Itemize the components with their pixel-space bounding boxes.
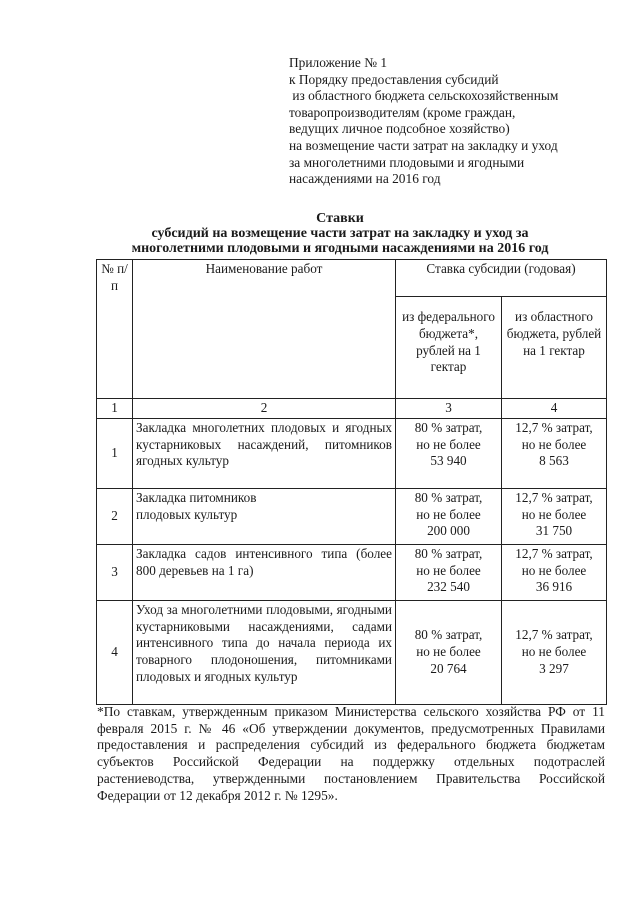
row-regional-rate: 12,7 % затрат, но не более 36 916 xyxy=(502,544,607,600)
row-federal-rate: 80 % затрат, но не более 20 764 xyxy=(396,600,502,704)
row-num: 1 xyxy=(97,418,133,488)
table-row xyxy=(97,488,607,544)
header-num: № п/п xyxy=(97,260,133,399)
appendix-line: насаждениями на 2016 год xyxy=(289,171,441,187)
appendix-line: Приложение № 1 xyxy=(289,55,388,70)
table-row xyxy=(97,600,607,704)
row-num: 4 xyxy=(97,600,133,704)
row-name: Закладка питомников плодовых культур xyxy=(133,488,396,544)
title-line: субсидий на возмещение части затрат на закладку и уход за xyxy=(151,226,529,241)
col-number: 4 xyxy=(502,399,607,419)
table-header-row xyxy=(97,260,607,297)
appendix-line: к Порядку предоставления субсидий xyxy=(289,71,499,87)
row-name: Закладка многолетних плодовых и ягодных кустарниковых насаждений, питомников ягодных культур xyxy=(133,418,396,488)
col-number: 3 xyxy=(396,399,502,419)
appendix-line: за многолетними плодовыми и ягодными xyxy=(289,154,525,170)
table-row xyxy=(97,544,607,600)
subsidy-rates-table xyxy=(96,259,607,705)
row-regional-rate: 12,7 % затрат, но не более 31 750 xyxy=(502,488,607,544)
row-regional-rate: 12,7 % затрат, но не более 3 297 xyxy=(502,600,607,704)
appendix-line: на возмещение части затрат на закладку и уход xyxy=(289,137,558,153)
header-federal: из федерального бюджета*, рублей на 1 гектар xyxy=(396,297,502,399)
table-row xyxy=(97,418,607,488)
appendix-line: товаропроизводителям (кроме граждан, xyxy=(289,104,516,120)
document-title xyxy=(90,211,590,256)
row-federal-rate: 80 % затрат, но не более 53 940 xyxy=(396,418,502,488)
col-number: 1 xyxy=(97,399,133,419)
row-federal-rate: 80 % затрат, но не более 200 000 xyxy=(396,488,502,544)
footnote: *По ставкам, утвержденным приказом Министерства сельского хозяйства РФ от 11 февраля 2015 г. № 46 «Об утверждении документов, предусмотренных Правилами предоставления и распределения субсидий из федерального бюджета бюджетам субъектов Российской Федерации на поддержку отдельных подотраслей растениеводства, утвержденными постановлением Правительства Российской Федерации от 12 декабря 2012 г. № 1295». xyxy=(97,704,605,803)
row-regional-rate: 12,7 % затрат, но не более 8 563 xyxy=(502,418,607,488)
appendix-caption xyxy=(289,55,619,188)
header-name: Наименование работ xyxy=(133,260,396,399)
column-number-row xyxy=(97,399,607,419)
row-num: 2 xyxy=(97,488,133,544)
title-line: многолетними плодовыми и ягодными насаждениями на 2016 год xyxy=(131,241,549,256)
row-name: Закладка садов интенсивного типа (более 800 деревьев на 1 га) xyxy=(133,544,396,600)
col-number: 2 xyxy=(133,399,396,419)
row-name: Уход за многолетними плодовыми, ягодными кустарниковыми насаждениями, садами интенсивного типа до начала периода их товарного плодоношения, питомниками плодовых и ягодных культур xyxy=(133,600,396,704)
title-line: Ставки xyxy=(316,211,364,226)
row-federal-rate: 80 % затрат, но не более 232 540 xyxy=(396,544,502,600)
header-regional: из областного бюджета, рублей на 1 гектар xyxy=(502,297,607,399)
appendix-line: из областного бюджета сельскохозяйственным xyxy=(289,88,559,104)
appendix-line: ведущих личное подсобное хозяйство) xyxy=(289,121,510,137)
row-num: 3 xyxy=(97,544,133,600)
header-rate: Ставка субсидии (годовая) xyxy=(396,260,607,297)
